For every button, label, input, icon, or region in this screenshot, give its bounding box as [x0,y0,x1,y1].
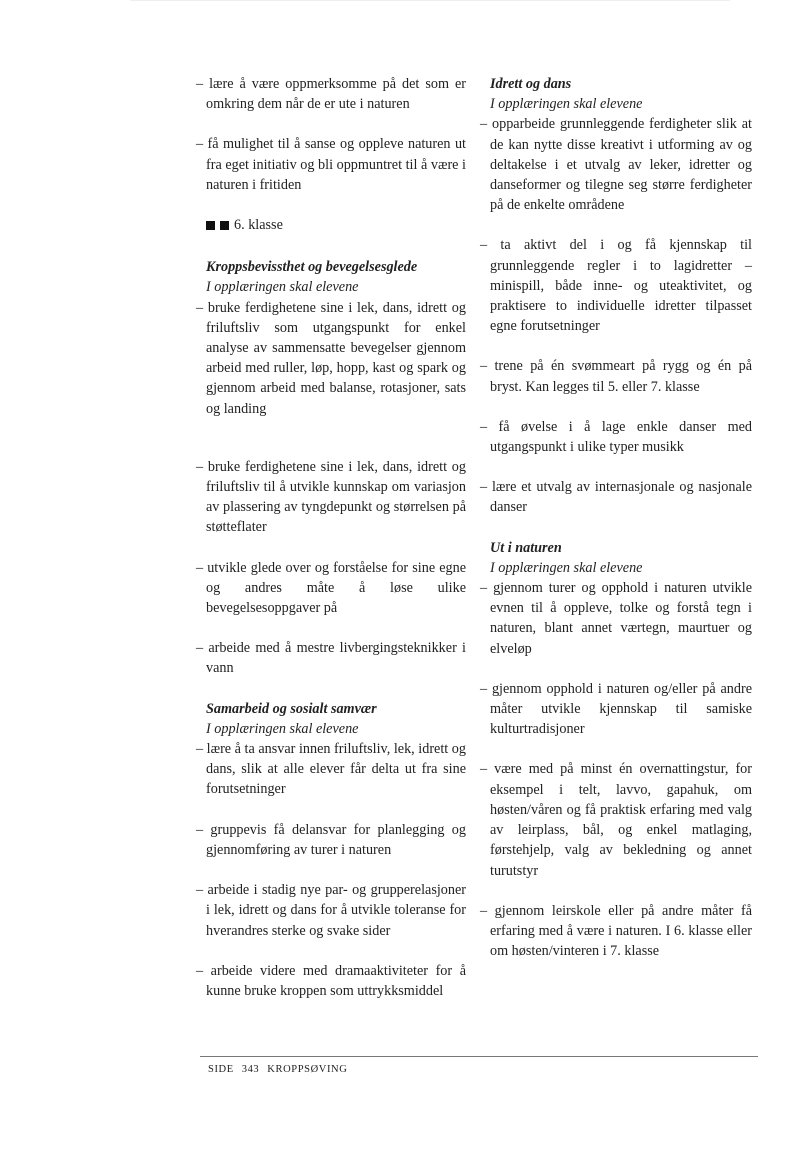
footer-subject: KROPPSØVING [267,1064,348,1075]
grade-label: 6. klasse [234,217,283,234]
list-item: – ta aktivt del i og få kjennskap til grunnleggende regler i to lagidretter – minispill, både inne- og uteaktivitet, og praktisere to individuelle idretter tilpasset egne forutsetninger [480,237,752,335]
square-bullet-icon [220,221,229,230]
list-item: – lære et utvalg av internasjonale og nasjonale danser [480,479,752,516]
list-item: – arbeide videre med dramaaktiviteter for å kunne bruke kroppen som uttrykksmiddel [196,962,466,999]
section-heading: Ut i naturen [490,539,562,556]
section-subheading: I opplæringen skal elevene [206,279,359,296]
list-item: – gjennom leirskole eller på andre måter få erfaring med å være i naturen. I 6. klasse eller om høsten/vinteren i 7. klasse [480,902,752,960]
list-item: – få øvelse i å lage enkle danser med utgangspunkt i ulike typer musikk [480,418,752,456]
left-column [196,74,466,1021]
grade-marker [196,215,466,235]
square-bullet-icon [206,221,215,230]
footer-rule [200,1056,758,1057]
section-heading: Idrett og dans [490,76,572,92]
list-item: – være med på minst én overnattingstur, for eksempel i telt, lavvo, gapahuk, om høsten/våren og få praktisk erfaring med valg av leirplass, bål, og enkel matlaging, førstehjelp, valg av bekledning og annet turutstyr [480,761,752,879]
section-subheading: I opplæringen skal elevene [206,720,359,737]
section-subheading: I opplæringen skal elevene [490,96,643,113]
list-item: – gjennom turer og opphold i naturen utvikle evnen til å oppleve, tolke og forstå tegn i naturen, blant annet værtegn, maurtuer og elveløp [480,580,752,657]
right-column [480,74,752,981]
footer-page-number: 343 [241,1064,260,1075]
list-item: – trene på én svømmeart på rygg og én på bryst. Kan legges til 5. eller 7. klasse [480,358,752,395]
list-item: – arbeide med å mestre livbergingsteknikker i vann [196,640,466,677]
spacer [196,439,466,457]
list-item: – lære å være oppmerksomme på det som er omkring dem når de er ute i naturen [196,76,466,113]
list-item: – bruke ferdighetene sine i lek, dans, idrett og friluftsliv til å utvikle kunnskap om variasjon av plassering av tyngdepunkt og størrelsen på støtteflater [196,458,466,536]
list-item: – få mulighet til å sanse og oppleve naturen ut fra eget initiativ og bli oppmuntret til å være i naturen i fritiden [196,136,466,193]
footer-side-label: SIDE [208,1064,234,1075]
list-item: – arbeide i stadig nye par- og grupperelasjoner i lek, idrett og dans for å utvikle toleranse for hverandres sterke og svake sider [196,882,466,939]
list-item: – opparbeide grunnleggende ferdigheter slik at de kan nytte disse kreativt i utforming av og deltakelse i et utvalg av leker, idretter og danseformer og tilegne seg større ferdigheter på de enkelte områdene [480,116,752,214]
list-item: – lære å ta ansvar innen friluftsliv, lek, idrett og dans, slik at alle elever får delta ut fra sine forutsetninger [196,741,466,798]
list-item: – utvikle glede over og forståelse for sine egne og andres måte å løse ulike bevegelsesoppgaver på [196,559,466,617]
list-item: – bruke ferdighetene sine i lek, dans, idrett og friluftsliv som utgangspunkt for enkel analyse av sammensatte bevegelser gjennom arbeid med ruller, løp, hopp, kast og spark og gjennom arbeid med balanse, rotasjoner, sats og landing [196,299,466,417]
list-item: – gruppevis få delansvar for planlegging og gjennomføring av turer i naturen [196,821,466,858]
scan-edge-line [130,0,730,1]
section-heading: Kroppsbevissthet og bevegelsesglede [206,259,418,276]
section-heading: Samarbeid og sosialt samvær [206,700,377,717]
section-subheading: I opplæringen skal elevene [490,559,643,576]
page-footer [208,1064,355,1075]
list-item: – gjennom opphold i naturen og/eller på andre måter utvikle kjennskap til samiske kulturtradisjoner [480,680,752,738]
